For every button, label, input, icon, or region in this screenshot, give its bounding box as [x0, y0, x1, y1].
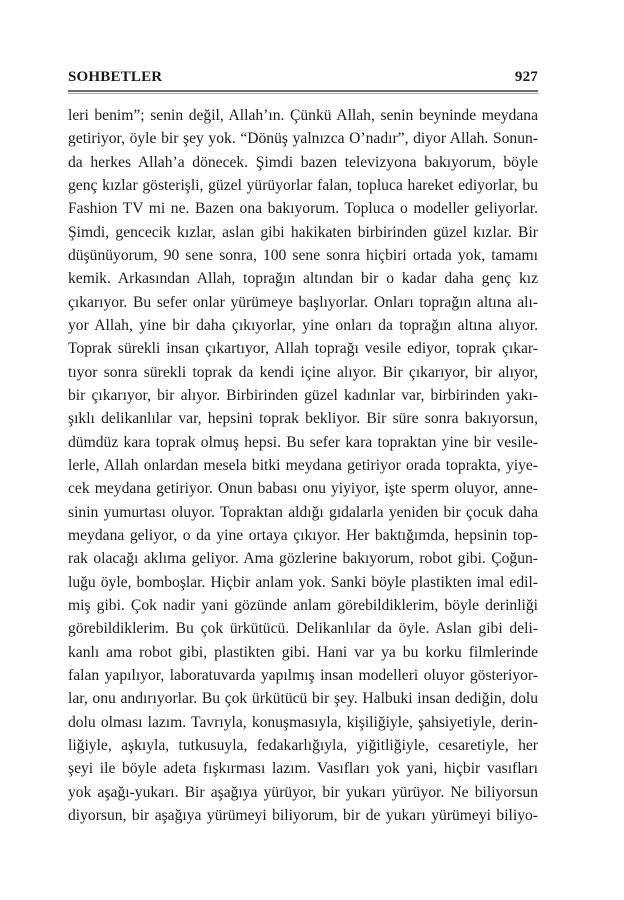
header-rule-light	[68, 93, 538, 94]
text-line: Toprak sürekli insan çıkartıyor, Allah toprağı vesile ediyor, toprak çıkar-	[68, 340, 538, 358]
text-line: genç kızlar gösterişli, güzel yürüyorlar falan, topluca hareket ediyorlar, bu	[68, 176, 538, 194]
text-line: diyorsun, bir aşağıya yürümeyi biliyorum, bir de yukarı yürümeyi biliyo-	[68, 806, 538, 824]
text-line: lar, onu andırıyorlar. Bu çok ürkütücü bir şey. Halbuki insan dediğin, dolu	[68, 690, 538, 708]
text-line: yok aşağı-yukarı. Bir aşağıya yürüyor, bir yukarı yürüyor. Ne biliyorsun	[68, 783, 538, 801]
text-line: cek meydana getiriyor. Onun babası onu yiyiyor, işte sperm oluyor, anne-	[68, 480, 538, 498]
text-line: kanlı ama robot gibi, plastikten gibi. Hani var ya bu korku filmlerinde	[68, 643, 538, 661]
text-line: meydana geliyor, o da yine ortaya çıkıyor. Her baktığımda, hepsinin top-	[68, 526, 538, 544]
text-line: luğu öyle, bomboşlar. Hiçbir anlam yok. Sanki böyle plastikten imal edil-	[68, 573, 538, 591]
text-line: dolu olması lazım. Tavrıyla, konuşmasıyla, kişiliğiyle, şahsiyetiyle, derin-	[68, 713, 538, 731]
text-line: rak olacağı aklıma geliyor. Ama gözlerine bakıyorum, robot gibi. Çoğun-	[68, 550, 538, 568]
text-line: falan yapılıyor, laboratuvarda yapılmış insan modelleri oluyor gösteriyor-	[68, 666, 538, 684]
running-header	[68, 69, 538, 89]
text-line: Fashion TV mi ne. Bazen ona bakıyorum. Topluca o modeller geliyorlar.	[68, 200, 538, 218]
text-line: yor Allah, yine bir daha çıkıyorlar, yine onları da toprağın altına alıyor.	[68, 316, 538, 334]
page-number: 927	[514, 69, 538, 85]
header-rule-dark	[68, 90, 538, 92]
text-line: dümdüz kara toprak olmuş hepsi. Bu sefer kara topraktan yine bir vesile-	[68, 433, 538, 451]
text-line: leri benim”; senin değil, Allah’ın. Çünkü Allah, senin beyninde meydana	[68, 107, 538, 124]
text-line: görebildiklerim. Bu çok ürkütücü. Delikanlılar da öyle. Aslan gibi deli-	[68, 620, 538, 638]
text-line: sinin yumurtası oluyor. Topraktan aldığı gıdalarla yeniden bir çocuk daha	[68, 503, 538, 521]
text-line: düşünüyorum, 90 sene sonra, 100 sene sonra hiçbiri ortada yok, tamamı	[68, 246, 538, 264]
text-line: şıklı delikanlılar var, hepsini toprak bekliyor. Bir süre sonra bakıyorsun,	[68, 410, 538, 428]
text-line: miş gibi. Çok nadir yani gözünde anlam görebildiklerim, böyle derinliği	[68, 596, 538, 614]
text-line: Şimdi, gencecik kızlar, aslan gibi hakikaten birbirinden güzel kızlar. Bir	[68, 223, 538, 241]
body-text	[68, 104, 538, 827]
text-line: lerle, Allah onlardan mesela bitki meydana getiriyor orada toprakta, yiye-	[68, 456, 538, 474]
text-line: liğiyle, aşkıyla, tutkusuyla, fedakarlığıyla, yiğitliğiyle, cesaretiyle, her	[68, 736, 538, 754]
text-line: çıkarıyor. Bu sefer onlar yürümeye başlıyorlar. Onları toprağın altına alı-	[68, 293, 538, 311]
text-line: getiriyor, öyle bir şey yok. “Dönüş yalnızca O’nadır”, diyor Allah. Sonun-	[68, 130, 538, 148]
text-line: bir çıkarıyor, bir alıyor. Birbirinden güzel kadınlar var, birbirinden yakı-	[68, 386, 538, 404]
chapter-title: SOHBETLER	[68, 69, 163, 85]
text-line: kemik. Arkasından Allah, toprağın altından bir o kadar daha genç kız	[68, 270, 538, 288]
text-line: tıyor sonra sürekli toprak da kendi içine alıyor. Bir çıkarıyor, bir alıyor,	[68, 363, 538, 381]
header-rule	[68, 90, 538, 94]
text-line: şeyi ile böyle adeta fışkırması lazım. Vasıfları yok yani, hiçbir vasıfları	[68, 760, 538, 778]
text-line: da herkes Allah’a dönecek. Şimdi bazen televizyona bakıyorum, böyle	[68, 153, 538, 171]
